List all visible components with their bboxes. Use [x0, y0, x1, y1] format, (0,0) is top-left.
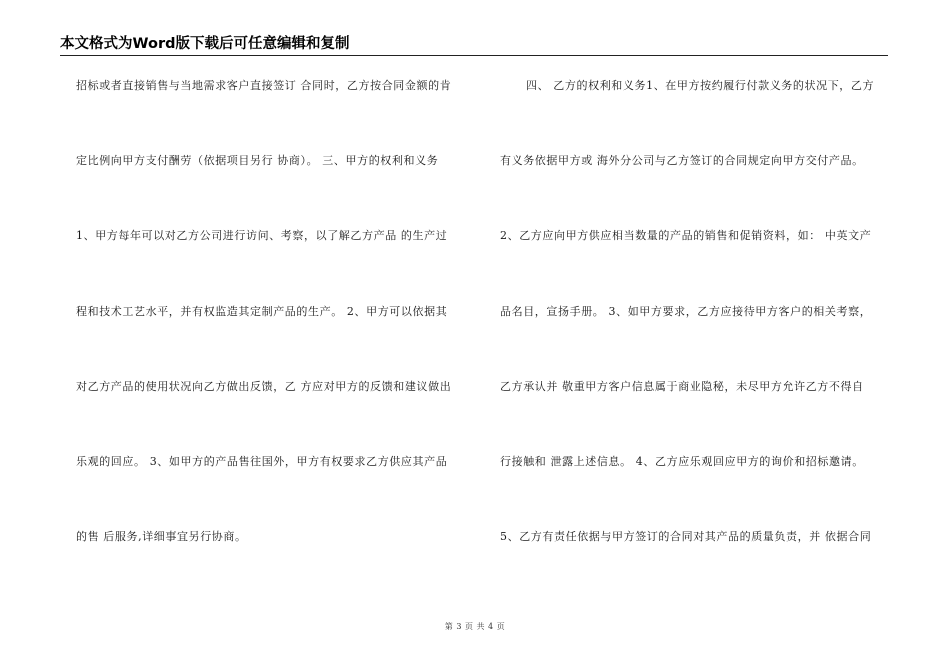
text-line: 2、乙方应向甲方供应相当数量的产品的销售和促销资料，如： 中英文产 [500, 229, 872, 242]
text-line: 四、 乙方的权利和义务1、在甲方按约履行付款义务的状况下，乙方 [526, 79, 875, 92]
page-header [60, 34, 888, 54]
text-line: 有义务依据甲方或 海外分公司与乙方签订的合同规定向甲方交付产品。 [500, 154, 864, 167]
header-divider [60, 55, 888, 56]
text-line: 品名目，宣扬手册。 3、如甲方要求，乙方应接待甲方客户的相关考察， [500, 305, 872, 318]
text-line: 对乙方产品的使用状况向乙方做出反馈，乙 方应对甲方的反馈和建议做出 [76, 380, 452, 393]
text-line: 1、甲方每年可以对乙方公司进行访问、考察，以了解乙方产品 的生产过 [76, 229, 448, 242]
header-title: 本文格式为Word版下载后可任意编辑和复制 [60, 36, 350, 52]
text-line: 乙方承认并 敬重甲方客户信息属于商业隐秘，未尽甲方允许乙方不得自 [500, 380, 864, 393]
text-line: 的售 后服务,详细事宜另行协商。 [76, 530, 247, 543]
text-line: 定比例向甲方支付酬劳（依据项目另行 协商）。 三、甲方的权利和义务 [76, 154, 439, 167]
text-line: 5、乙方有责任依据与甲方签订的合同对其产品的质量负责，并 依据合同 [500, 530, 872, 543]
page-number-footer: 第 3 页 共 4 页 [444, 622, 506, 631]
text-line: 行接触和 泄露上述信息。 4、乙方应乐观回应甲方的询价和招标邀请。 [500, 455, 864, 468]
text-line: 程和技术工艺水平，并有权监造其定制产品的生产。 2、甲方可以依据其 [76, 305, 448, 318]
text-line: 招标或者直接销售与当地需求客户直接签订 合同时，乙方按合同金额的肯 [76, 79, 452, 92]
text-line: 乐观的回应。 3、如甲方的产品售往国外，甲方有权要求乙方供应其产品 [76, 455, 448, 468]
